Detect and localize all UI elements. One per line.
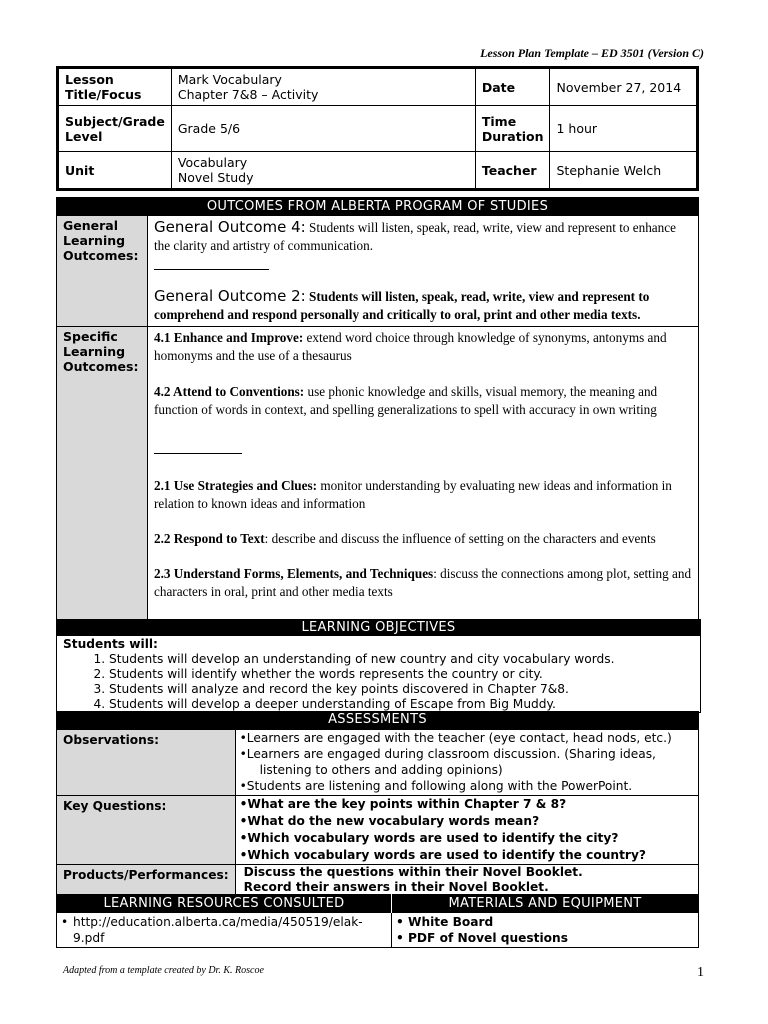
learning-objectives-bar: LEARNING OBJECTIVES	[57, 619, 700, 636]
lesson-info-table	[56, 66, 699, 191]
products-label: Products/Performances:	[57, 865, 236, 896]
lesson-title-line-1: Mark Vocabulary	[177, 72, 282, 87]
key-questions-label: Key Questions:	[57, 796, 236, 865]
products-content	[235, 865, 698, 896]
list-item: 2. Students will identify whether the words represents the country or city.	[109, 667, 694, 682]
resources-table	[56, 894, 699, 948]
learning-objectives-body	[57, 636, 700, 712]
general-outcome-2	[154, 287, 692, 324]
teacher-value: Stephanie Welch	[550, 152, 698, 190]
outcome-2-2	[154, 530, 692, 548]
list-item: •Learners are engaged with the teacher (eye contact, head nods, etc.)	[239, 731, 672, 745]
time-duration-label: Time Duration	[475, 106, 550, 152]
objectives-intro: Students will:	[63, 637, 158, 651]
material-item-text: White Board	[408, 915, 494, 929]
material-item-text: PDF of Novel questions	[408, 931, 568, 945]
unit-line-2: Novel Study	[177, 170, 254, 185]
footer-credit: Adapted from a template created by Dr. K. Roscoe	[63, 965, 264, 976]
outcomes-table	[56, 197, 699, 625]
go4-title: General Outcome 4:	[154, 218, 306, 236]
lesson-title-line-2: Chapter 7&8 – Activity	[177, 87, 319, 102]
resource-link[interactable]	[61, 914, 387, 930]
resource-url-line-2[interactable]: 9.pdf	[73, 931, 105, 945]
bullet-icon: •	[61, 915, 69, 929]
outcome-4-2-title: 4.2 Attend to Conventions:	[154, 384, 305, 399]
resources-content	[57, 913, 392, 948]
observations-label: Observations:	[57, 730, 236, 796]
materials-bar: MATERIALS AND EQUIPMENT	[392, 895, 699, 913]
specific-outcomes-label: Specific Learning Outcomes:	[57, 327, 148, 625]
divider-line	[154, 452, 242, 454]
bullet-icon: •	[396, 931, 404, 945]
divider-line	[154, 268, 269, 270]
teacher-label: Teacher	[475, 152, 550, 190]
unit-label: Unit	[58, 152, 172, 190]
materials-content	[392, 913, 699, 948]
products-line-1: Discuss the questions within their Novel Booklet.	[243, 865, 583, 879]
time-duration-value: 1 hour	[550, 106, 698, 152]
outcome-4-2-text: use phonic knowledge and skills, visual memory, the meaning and function of words in context, and spelling generalizations to spell with accuracy in own writing	[154, 384, 658, 417]
assessments-table	[56, 711, 699, 896]
objectives-list	[63, 652, 694, 712]
outcome-2-3-title: 2.3 Understand Forms, Elements, and Techniques	[154, 566, 434, 581]
outcome-2-3-text: : discuss the connections among plot, setting and characters in oral, print and other media texts	[154, 566, 692, 599]
list-item: •Which vocabulary words are used to identify the country?	[239, 848, 646, 862]
general-outcomes-content	[148, 216, 699, 327]
specific-outcomes-content	[148, 327, 699, 625]
observations-content	[235, 730, 698, 796]
bullet-icon: •	[396, 915, 404, 929]
lesson-title-label: Lesson Title/Focus	[58, 68, 172, 106]
assessments-bar: ASSESSMENTS	[57, 712, 699, 730]
list-item: •Which vocabulary words are used to identify the city?	[239, 831, 619, 845]
outcome-2-1-title: 2.1 Use Strategies and Clues:	[154, 478, 318, 493]
go2-title: General Outcome 2:	[154, 287, 306, 305]
list-item: •Learners are engaged during classroom discussion. (Sharing ideas,	[239, 747, 656, 761]
list-item: listening to others and adding opinions)	[259, 763, 503, 777]
list-item: •Students are listening and following along with the PowerPoint.	[239, 779, 633, 793]
outcome-2-2-title: 2.2 Respond to Text	[154, 531, 265, 546]
lesson-title-value	[171, 68, 475, 106]
date-value: November 27, 2014	[550, 68, 698, 106]
list-item: •What are the key points within Chapter 7 & 8?	[239, 797, 567, 811]
subject-label: Subject/Grade Level	[58, 106, 172, 152]
learning-objectives-section	[56, 619, 701, 713]
outcome-4-1-title: 4.1 Enhance and Improve:	[154, 330, 304, 345]
outcomes-header-bar: OUTCOMES FROM ALBERTA PROGRAM OF STUDIES	[57, 198, 699, 216]
outcome-2-1	[154, 477, 692, 513]
key-questions-content	[235, 796, 698, 865]
resources-bar: LEARNING RESOURCES CONSULTED	[57, 895, 392, 913]
resource-url-line-1[interactable]: http://education.alberta.ca/media/450519/elak-	[73, 915, 363, 929]
unit-line-1: Vocabulary	[177, 155, 248, 170]
list-item: 3. Students will analyze and record the key points discovered in Chapter 7&8.	[109, 682, 694, 697]
list-item: •What do the new vocabulary words mean?	[239, 814, 540, 828]
list-item	[396, 914, 694, 930]
page-number: 1	[697, 965, 704, 980]
outcome-2-3	[154, 565, 692, 601]
list-item	[396, 930, 694, 946]
date-label: Date	[475, 68, 550, 106]
general-outcome-4	[154, 218, 692, 255]
subject-value: Grade 5/6	[171, 106, 475, 152]
outcome-4-2	[154, 383, 692, 419]
go2-text: Students will listen, speak, read, write, view and represent to comprehend and respond personally and critically to oral, print and other media texts.	[154, 289, 650, 322]
list-item: 1. Students will develop an understanding of new country and city vocabulary words.	[109, 652, 694, 667]
outcome-4-1-text: extend word choice through knowledge of synonyms, antonyms and homonyms and the use of a thesaurus	[154, 330, 667, 363]
general-outcomes-label: General Learning Outcomes:	[57, 216, 148, 327]
list-item: 4. Students will develop a deeper understanding of Escape from Big Muddy.	[109, 697, 694, 712]
outcome-4-1	[154, 329, 692, 365]
outcome-2-1-text: monitor understanding by evaluating new ideas and information in relation to known ideas and information	[154, 478, 672, 511]
go4-text: Students will listen, speak, read, write, view and represent to enhance the clarity and artistry of communication.	[154, 220, 676, 253]
document-header-title: Lesson Plan Template – ED 3501 (Version C)	[480, 46, 704, 60]
outcome-2-2-text: : describe and discuss the influence of setting on the characters and events	[264, 531, 656, 546]
unit-value	[171, 152, 475, 190]
products-line-2: Record their answers in their Novel Booklet.	[243, 880, 549, 894]
